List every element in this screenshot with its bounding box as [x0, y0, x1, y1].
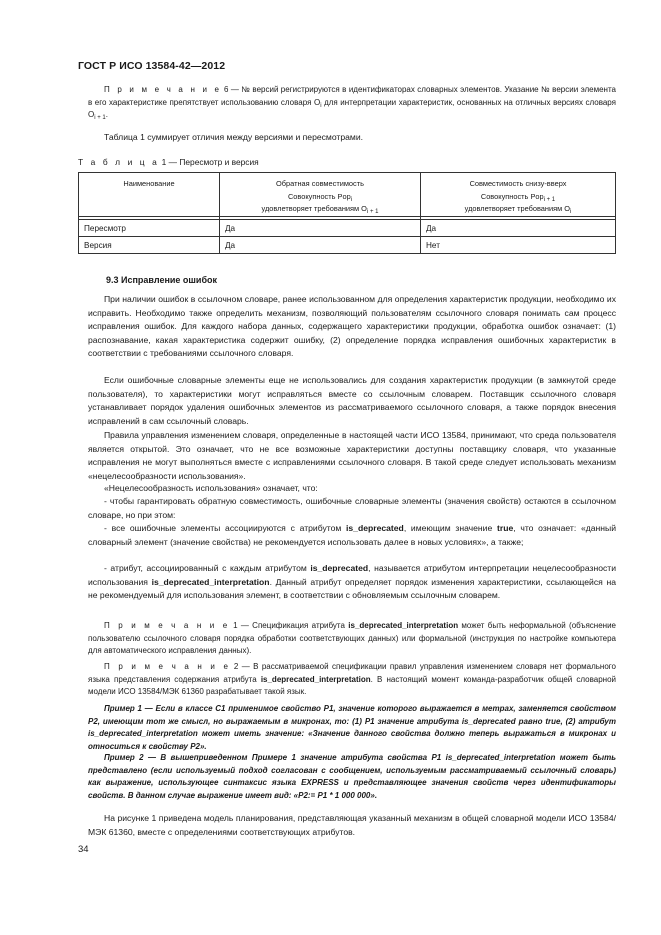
table-header-upward: Совместимость снизу-вверх Совокупность Pop$_{i + 1}$ удовлетворяет требованиям $O_i$	[421, 173, 616, 217]
bullet-3: - атрибут, ассоциированный с каждым атрибутом is_deprecated, называется атрибутом интерпретации нецелесообразности использования is_deprecated_interpretation. Данный атрибут определяет порядок изменения характеристики, ссылающейся на не рекомендуемый для использования элемент, в соответствии с обновляемым ссылочным словарем.	[88, 563, 617, 601]
table-intro: Таблица 1 суммирует отличия между версиями и пересмотрами.	[104, 132, 364, 142]
paragraph-5: На рисунке 1 приведена модель планирования, представляющая указанный механизм в общей словарной модели ИСО 13584/МЭК 61360, вместе с определениями соответствующих атрибутов.	[88, 813, 616, 837]
note-6: П р и м е ч а н и е 6 — № версий регистрируются в идентификаторах словарных элементов. Указание № версии элемента в его характеристике препятствует использованию словаря $O_i$ для интерпретации характеристик, основанных на отличных версиях словаря $O_{i + 1}$.	[88, 85, 616, 122]
table-row: Версия Да Нет	[79, 237, 616, 254]
example-2: Пример 2 — В вышеприведенном Примере 1 значение атрибута свойства P1 is_deprecated_interpretation может быть представлено (если используемый подход согласован с сообщением, используемым рассматриваемый ссылочный словарь) как выражение, использующее синтаксис языка EXPRESS и представляющее значения свойств через идентификаторы свойств. В данном случае выражение имеет вид: «P2:= P1 * 1 000 000».	[88, 753, 616, 800]
table-header-row	[79, 173, 616, 217]
table-caption: Т а б л и ц а 1 — Пересмотр и версия	[78, 157, 259, 167]
document-header: ГОСТ Р ИСО 13584-42—2012	[78, 60, 226, 72]
table-row: Пересмотр Да Да	[79, 220, 616, 237]
paragraph-3: Правила управления изменением словаря, определенные в настоящей части ИСО 13584, принимают, что среда пользователя является открытой. Это означает, что не все возможные характеристики доступны поставщику словаря, что указанные исправления не могут выполняться вместе с исправлениями ссылочного словаря. В такой среде следует использовать механизм «нецелесообразности использования».	[88, 430, 616, 481]
section-title: 9.3 Исправление ошибок	[106, 275, 218, 285]
note-2: П р и м е ч а н и е 2 — В рассматриваемой спецификации правил управления изменением словаря нет формального языка представления содержания атрибута is_deprecated_interpretation. В настоящий момент команда-разработчик общей словарной модели ИСО 13584/МЭК 61360 разрабатывает такой язык.	[88, 662, 616, 697]
bullet-1: - чтобы гарантировать обратную совместимость, ошибочные словарные элементы (значения свойств) остаются в ссылочном словаре, но при этом:	[88, 496, 616, 520]
table-header-backward: Обратная совместимость Совокупность Pop$_i$ удовлетворяет требованиям $O_{i + 1}$	[220, 173, 421, 217]
revision-version-table	[78, 172, 616, 254]
paragraph-1: При наличии ошибок в ссылочном словаре, ранее использованном для определения характеристик продукции, необходимо их исправить. Необходимо также определить механизм, позволяющий пользователям ссылочного словаря понимать сам процесс исправления ошибок. Для каждого набора данных, содержащего характеристики продукции, обработка ошибок означает: (1) распознавание, какая характеристика содержит ошибку, (2) определение порядка исправления ошибочных характеристик в соответствии с требованиями ссылочного словаря.	[88, 294, 616, 359]
paragraph-2: Если ошибочные словарные элементы еще не использовались для создания характеристик продукции (в замкнутой среде пользователя), то характеристики могут исправляться вместе со ссылочным словарем. Поставщик ссылочного словаря устанавливает порядок удаления ошибочных элементов из рассматриваемого ссылочного словаря, а также порядок внесения исправлений в сам ссылочный словарь.	[88, 375, 616, 426]
example-1: Пример 1 — Если в классе C1 применимое свойство P1, значение которого выражается в метрах, заменяется свойством P2, имеющим тот же смысл, но выражаемым в микронах, то: (1) P1 значение атрибута is_deprecated равно true, (2) атрибут is_deprecated_interpretation может иметь значение: «Значение данного свойства должно теперь выражаться в микронах и относиться к свойству P2».	[88, 704, 616, 751]
page-number: 34	[78, 844, 89, 855]
bullet-2: - все ошибочные элементы ассоциируются с атрибутом is_deprecated, имеющим значение true, что означает: «данный словарный элемент (значение свойства) не рекомендуется использовать далее в новых условиях», а также;	[88, 523, 616, 547]
note-1: П р и м е ч а н и е 1 — Спецификация атрибута is_deprecated_interpretation может быть неформальной (объяснение пользователю ссылочного словаря порядка обработки соответствующих данных) или формальной (инструкция по настройке компьютера для автоматического исправления данных).	[88, 621, 617, 656]
paragraph-4: «Нецелесообразность использования» означает, что:	[104, 483, 318, 493]
table-header-name: Наименование	[79, 173, 220, 217]
